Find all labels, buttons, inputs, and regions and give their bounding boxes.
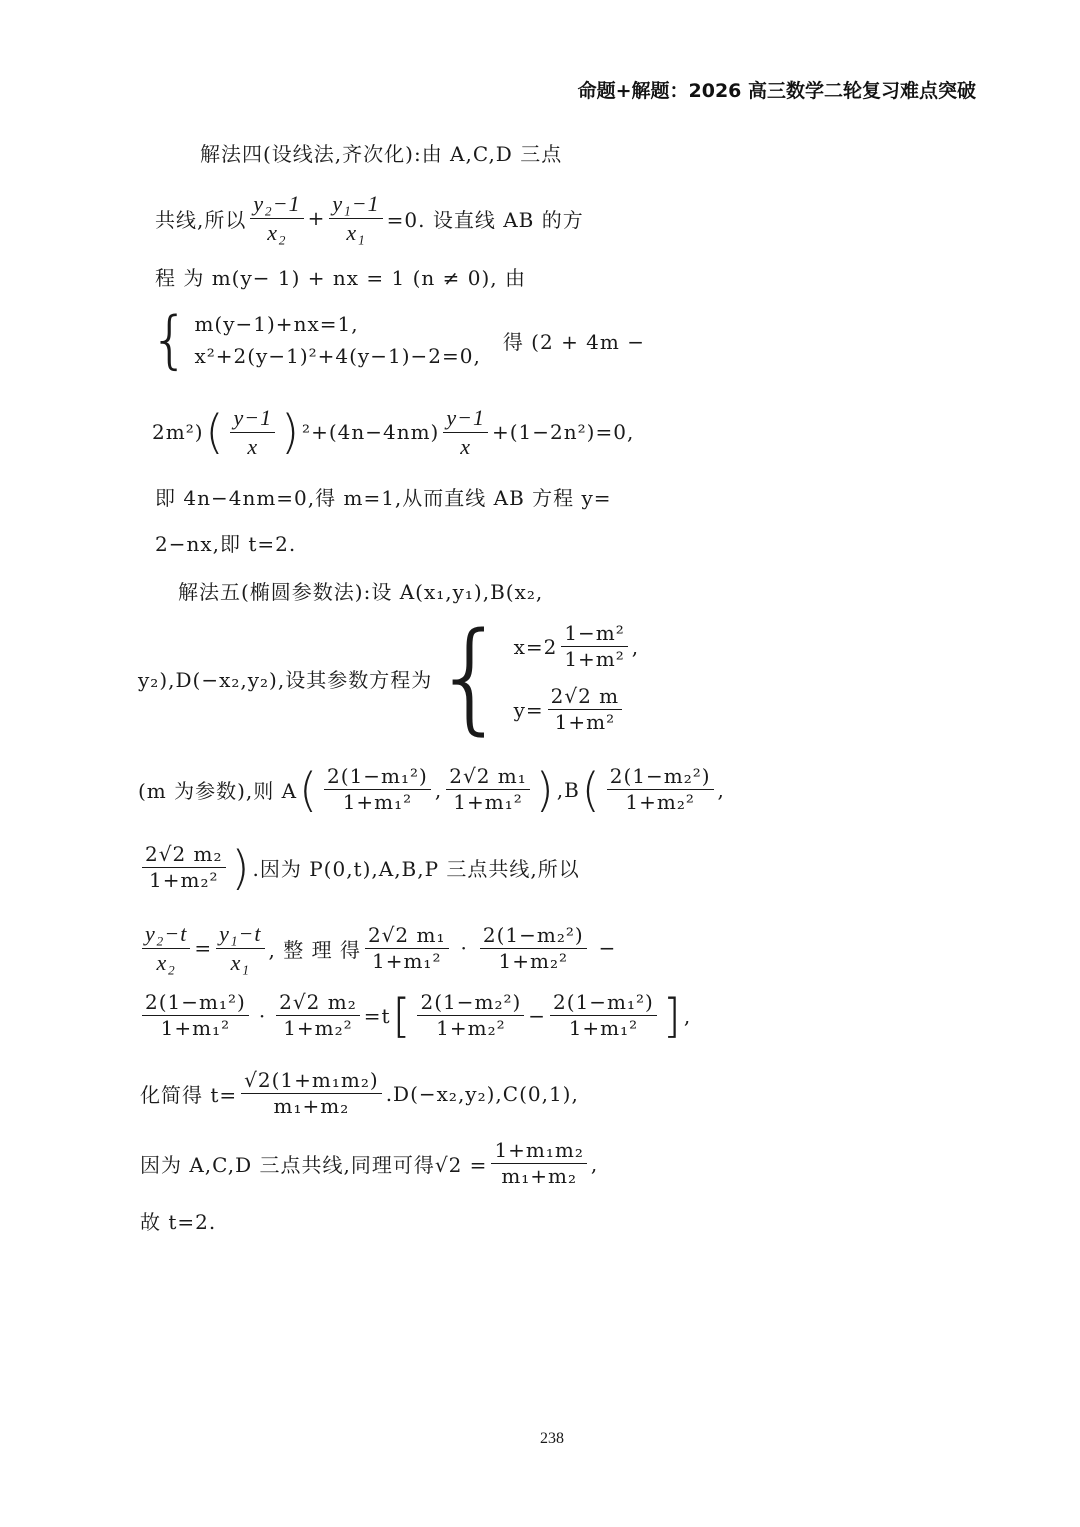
m5-l3-text-c: , bbox=[717, 777, 725, 802]
numerator: 2(1−m₁²) bbox=[324, 764, 431, 790]
fraction bbox=[446, 764, 530, 815]
m4-l5-text-c: +(1−2n²)=0, bbox=[492, 420, 635, 444]
dot-operator: · bbox=[258, 1003, 267, 1028]
right-paren: ) bbox=[231, 840, 251, 895]
denominator: m₁+m₂ bbox=[501, 1164, 578, 1188]
left-brace: { bbox=[432, 608, 510, 747]
denominator: 1+m₁² bbox=[160, 1016, 231, 1040]
numerator: y₂−1 bbox=[250, 190, 303, 219]
m4-line-1: 解法四(设线法,齐次化):由 A,C,D 三点 bbox=[200, 142, 563, 166]
fraction bbox=[142, 990, 249, 1041]
m5-l3-text-a: (m 为参数),则 A bbox=[138, 779, 298, 803]
m4-line-5 bbox=[152, 404, 634, 460]
fraction bbox=[276, 990, 360, 1041]
m5-line-9: 故 t=2. bbox=[140, 1210, 217, 1234]
minus-sign: − bbox=[598, 936, 617, 960]
numerator: 2(1−m₂²) bbox=[607, 764, 714, 790]
denominator: 1+m₁² bbox=[568, 1016, 639, 1040]
denominator: 1+m₁² bbox=[453, 790, 523, 814]
m4-l2-text-a: 共线,所以 bbox=[155, 207, 247, 232]
denominator: x₁ bbox=[346, 219, 366, 245]
denominator: m₁+m₂ bbox=[273, 1094, 350, 1118]
numerator: √2(1+m₁m₂) bbox=[241, 1068, 382, 1094]
numerator: 2√2 m₁ bbox=[365, 923, 449, 949]
left-brace: { bbox=[150, 303, 191, 376]
numerator: y₁−1 bbox=[329, 190, 382, 219]
left-paren: ( bbox=[581, 762, 601, 817]
m4-line-7: 2−nx,即 t=2. bbox=[155, 532, 297, 556]
denominator: x₂ bbox=[267, 219, 287, 245]
fraction bbox=[480, 923, 587, 974]
m5-l6-comma: , bbox=[683, 1003, 692, 1028]
m5-l8-text-b: , bbox=[590, 1151, 599, 1176]
param-x bbox=[514, 621, 640, 672]
m5-line-6 bbox=[138, 990, 691, 1041]
fraction bbox=[417, 990, 524, 1041]
m5-line-2 bbox=[138, 608, 640, 747]
denominator: x bbox=[247, 433, 259, 459]
m5-line-3 bbox=[138, 764, 725, 815]
numerator: 2(1−m₂²) bbox=[480, 923, 587, 949]
param-x-comma: , bbox=[631, 634, 640, 659]
m5-line-8 bbox=[140, 1138, 598, 1189]
numerator: y₁−t bbox=[216, 920, 264, 949]
numerator: 2√2 m₁ bbox=[446, 764, 530, 790]
system-eq-2: x²+2(y−1)²+4(y−1)−2=0, bbox=[194, 344, 481, 368]
denominator: 1+m₁² bbox=[342, 790, 413, 814]
m4-system bbox=[150, 303, 645, 376]
fraction bbox=[250, 190, 303, 246]
right-bracket: ] bbox=[662, 988, 682, 1043]
m4-l2-text-b: =0. 设直线 AB 的方 bbox=[386, 207, 584, 232]
numerator: y−1 bbox=[230, 404, 275, 433]
fraction bbox=[561, 621, 627, 672]
fraction bbox=[230, 404, 275, 460]
right-paren: ) bbox=[281, 405, 301, 459]
m5-line-5 bbox=[138, 920, 616, 976]
m5-l2-text: y₂),D(−x₂,y₂),设其参数方程为 bbox=[138, 667, 433, 692]
fraction bbox=[324, 764, 431, 815]
left-paren: ( bbox=[299, 762, 319, 817]
denominator: 1+m₂² bbox=[498, 948, 568, 973]
fraction bbox=[365, 923, 449, 974]
m4-line-2 bbox=[155, 190, 584, 246]
right-paren: ) bbox=[535, 762, 555, 817]
denominator: 1+m₁² bbox=[371, 948, 442, 973]
parametric-system bbox=[514, 621, 640, 735]
denominator: 1+m² bbox=[554, 710, 616, 734]
denominator: x₁ bbox=[230, 949, 251, 975]
dot-operator: · bbox=[460, 936, 468, 960]
fraction bbox=[548, 684, 623, 735]
equation-system bbox=[194, 308, 480, 372]
param-y bbox=[514, 684, 640, 735]
numerator: y₂−t bbox=[142, 920, 190, 949]
fraction bbox=[550, 990, 657, 1041]
numerator: 1+m₁m₂ bbox=[491, 1138, 586, 1164]
minus-sign: − bbox=[528, 1003, 547, 1028]
numerator: 2(1−m₂²) bbox=[417, 990, 524, 1016]
m5-line-7 bbox=[140, 1068, 579, 1119]
fraction bbox=[241, 1068, 382, 1119]
m5-line-1: 解法五(椭圆参数法):设 A(x₁,y₁),B(x₂, bbox=[178, 580, 544, 604]
m5-l7-text-a: 化简得 t= bbox=[140, 1083, 238, 1107]
m5-l3-text-b: ,B bbox=[556, 777, 580, 802]
system-eq-1: m(y−1)+nx=1, bbox=[194, 312, 359, 336]
page-header: 命题+解题：2026 高三数学二轮复习难点突破 bbox=[577, 80, 976, 102]
m4-l5-text-a: 2m²) bbox=[152, 420, 204, 444]
denominator: 1+m² bbox=[564, 647, 625, 671]
numerator: 2√2 m₂ bbox=[276, 990, 360, 1016]
denominator: x₂ bbox=[156, 949, 176, 975]
numerator: 2(1−m₁²) bbox=[550, 990, 657, 1016]
denominator: 1+m₂² bbox=[283, 1016, 353, 1040]
fraction bbox=[142, 920, 190, 976]
m5-l5-text: , 整 理 得 bbox=[268, 937, 361, 962]
m4-l5-text-b: ²+(4n−4nm) bbox=[302, 420, 440, 444]
param-x-label: x=2 bbox=[513, 634, 558, 659]
m4-line-3: 程 为 m(y− 1) + nx = 1 (n ≠ 0), 由 bbox=[155, 266, 527, 290]
m4-line-6: 即 4n−4nm=0,得 m=1,从而直线 AB 方程 y= bbox=[155, 486, 612, 510]
m5-line-4 bbox=[138, 842, 580, 893]
denominator: x bbox=[460, 433, 472, 459]
denominator: 1+m₂² bbox=[625, 790, 695, 814]
fraction bbox=[142, 842, 226, 893]
plus-sign: + bbox=[307, 206, 326, 230]
numerator: 2(1−m₁²) bbox=[142, 990, 249, 1016]
fraction bbox=[607, 764, 714, 815]
fraction bbox=[443, 404, 488, 460]
numerator: 1−m² bbox=[561, 621, 627, 647]
m5-l8-text-a: 因为 A,C,D 三点共线,同理可得√2 = bbox=[140, 1153, 488, 1177]
left-bracket: [ bbox=[392, 988, 412, 1043]
m5-l7-text-b: .D(−x₂,y₂),C(0,1), bbox=[385, 1081, 579, 1106]
fraction bbox=[491, 1138, 586, 1189]
denominator: 1+m₂² bbox=[436, 1016, 506, 1040]
equals-sign: = bbox=[194, 936, 213, 960]
numerator: 2√2 m bbox=[548, 684, 623, 710]
m5-l6-text: =t bbox=[363, 1003, 391, 1028]
param-y-label: y= bbox=[513, 697, 544, 722]
numerator: y−1 bbox=[443, 404, 488, 433]
numerator: 2√2 m₂ bbox=[142, 842, 226, 868]
fraction bbox=[216, 920, 264, 976]
left-paren: ( bbox=[205, 405, 225, 459]
m5-l4-text: .因为 P(0,t),A,B,P 三点共线,所以 bbox=[252, 857, 580, 881]
comma: , bbox=[434, 777, 443, 802]
fraction bbox=[329, 190, 382, 246]
page-number: 238 bbox=[540, 1430, 564, 1447]
m4-system-tail: 得 (2 + 4m − bbox=[502, 329, 645, 354]
denominator: 1+m₂² bbox=[149, 868, 219, 892]
